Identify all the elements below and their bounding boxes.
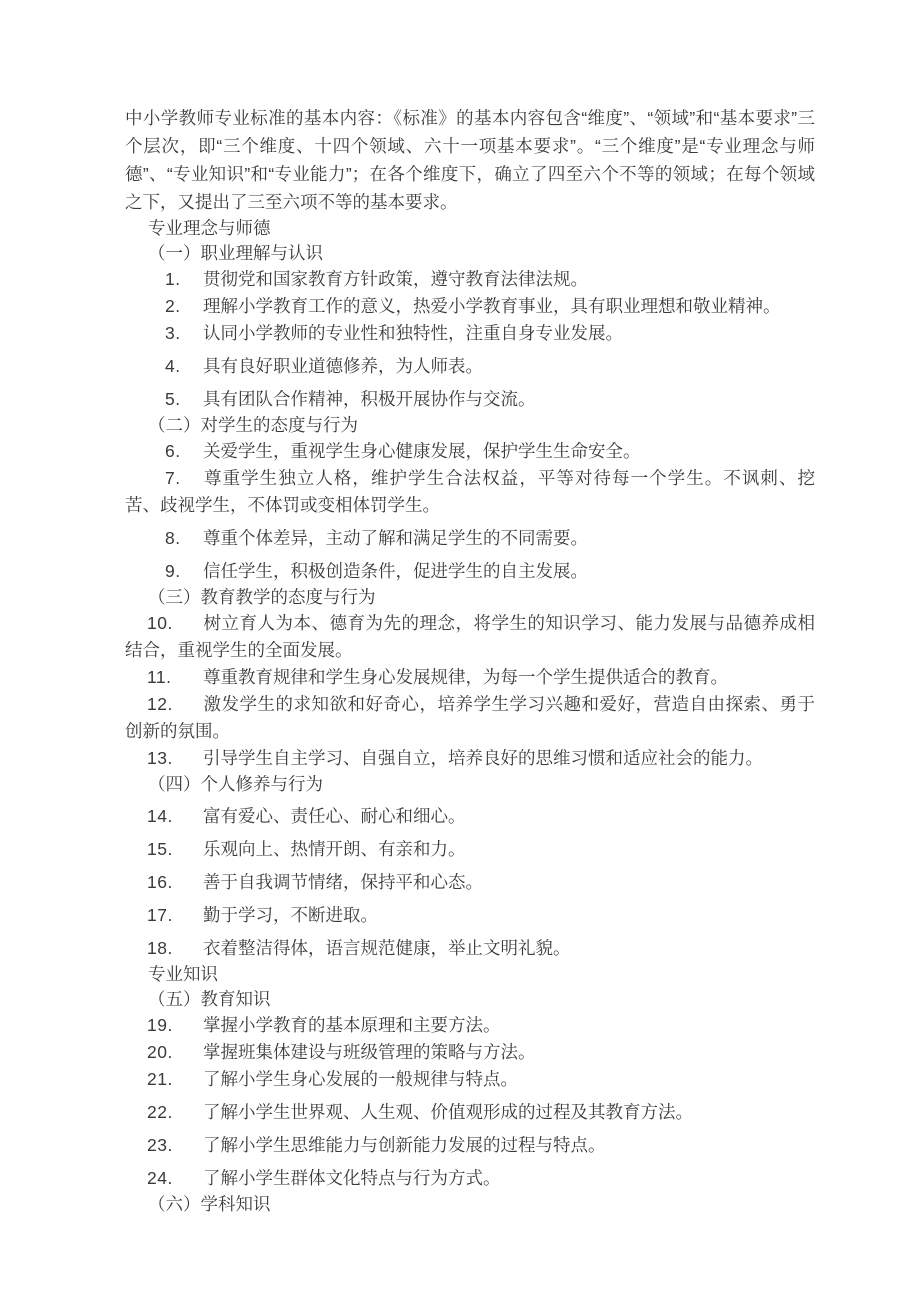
item-number: 9. (165, 561, 181, 581)
list-item-21 (125, 1066, 815, 1093)
item-number: 17. (147, 905, 173, 925)
item-number: 8. (165, 528, 181, 548)
list-item-12 (125, 691, 815, 745)
item-number: 14. (147, 806, 173, 826)
list-item-5 (125, 386, 815, 413)
item-number: 16. (147, 872, 173, 892)
item-number: 10. (147, 613, 173, 633)
item-number: 6. (165, 441, 181, 461)
section-heading-6: （六）学科知识 (148, 1194, 271, 1214)
list-item-24 (125, 1165, 815, 1192)
item-number: 22. (147, 1102, 173, 1122)
item-number: 24. (147, 1168, 173, 1188)
item-number: 3. (165, 323, 181, 343)
section-heading-3: （三）教育教学的态度与行为 (148, 587, 376, 607)
list-item-9 (125, 558, 815, 585)
item-text: 勤于学习，不断进取。 (203, 905, 378, 925)
item-text: 富有爱心、责任心、耐心和细心。 (203, 806, 466, 826)
item-text: 尊重个体差异，主动了解和满足学生的不同需要。 (203, 528, 588, 548)
item-number: 2. (165, 296, 181, 316)
list-item-17 (125, 902, 815, 929)
list-item-1 (125, 266, 815, 293)
item-number: 4. (165, 356, 181, 376)
item-text: 贯彻党和国家教育方针政策，遵守教育法律法规。 (203, 269, 588, 289)
item-text: 了解小学生思维能力与创新能力发展的过程与特点。 (203, 1135, 606, 1155)
list-item-11 (125, 664, 815, 691)
list-item-8 (125, 525, 815, 552)
item-number: 11. (147, 667, 172, 687)
item-text: 具有良好职业道德修养，为人师表。 (203, 356, 483, 376)
item-text: 认同小学教师的专业性和独特性，注重自身专业发展。 (203, 323, 623, 343)
intro-paragraph: 中小学教师专业标准的基本内容：《标准》的基本内容包含“维度”、“领域”和“基本要求”三个层次，即“三个维度、十四个领域、六十一项基本要求”。“三个维度”是“专业理念与师德”、“专业知识”和“专业能力”；在各个维度下，确立了四至六个不等的领域；在每个领域之下，又提出了三至六项不等的基本要求。 (125, 108, 815, 212)
section-heading-2: （二）对学生的态度与行为 (148, 415, 358, 435)
dimension-title-professional-knowledge: 专业知识 (148, 964, 218, 984)
list-item-14 (125, 803, 815, 830)
item-number: 20. (147, 1042, 173, 1062)
item-number: 23. (147, 1135, 173, 1155)
item-number: 1. (165, 269, 181, 289)
item-text: 理解小学教育工作的意义，热爱小学教育事业，具有职业理想和敬业精神。 (203, 296, 781, 316)
item-number: 5. (165, 389, 181, 409)
item-text: 信任学生，积极创造条件，促进学生的自主发展。 (203, 561, 588, 581)
item-number: 18. (147, 938, 173, 958)
list-item-15 (125, 836, 815, 863)
list-item-3 (125, 320, 815, 347)
item-number: 12. (147, 694, 173, 714)
section-heading-5: （五）教育知识 (148, 989, 271, 1009)
item-text: 关爱学生，重视学生身心健康发展，保护学生生命安全。 (203, 441, 641, 461)
list-item-10 (125, 610, 815, 664)
list-item-2 (125, 293, 815, 320)
item-number: 21. (147, 1069, 173, 1089)
item-text: 尊重教育规律和学生身心发展规律，为每一个学生提供适合的教育。 (203, 667, 728, 687)
item-text: 掌握班集体建设与班级管理的策略与方法。 (203, 1042, 536, 1062)
list-item-22 (125, 1099, 815, 1126)
list-item-23 (125, 1132, 815, 1159)
item-number: 7. (165, 468, 181, 488)
item-text: 了解小学生世界观、人生观、价值观形成的过程及其教育方法。 (203, 1102, 693, 1122)
item-text: 树立育人为本、德育为先的理念，将学生的知识学习、能力发展与品德养成相结合，重视学生的全面发展。 (125, 613, 815, 660)
item-number: 15. (147, 839, 173, 859)
item-text: 善于自我调节情绪，保持平和心态。 (203, 872, 483, 892)
item-text: 激发学生的求知欲和好奇心，培养学生学习兴趣和爱好，营造自由探索、勇于创新的氛围。 (125, 694, 815, 741)
item-text: 掌握小学教育的基本原理和主要方法。 (203, 1015, 501, 1035)
list-item-13 (125, 745, 815, 772)
item-text: 了解小学生群体文化特点与行为方式。 (203, 1168, 501, 1188)
item-text: 尊重学生独立人格，维护学生合法权益，平等对待每一个学生。不讽刺、挖苦、歧视学生，不体罚或变相体罚学生。 (125, 468, 815, 515)
list-item-4 (125, 353, 815, 380)
item-text: 乐观向上、热情开朗、有亲和力。 (203, 839, 466, 859)
list-item-6 (125, 438, 815, 465)
item-text: 衣着整洁得体，语言规范健康，举止文明礼貌。 (203, 938, 571, 958)
list-item-16 (125, 869, 815, 896)
item-number: 13. (147, 748, 173, 768)
list-item-20 (125, 1039, 815, 1066)
item-text: 了解小学生身心发展的一般规律与特点。 (203, 1069, 518, 1089)
dimension-title-professional-ethics: 专业理念与师德 (148, 218, 271, 238)
item-number: 19. (147, 1015, 173, 1035)
list-item-18 (125, 935, 815, 962)
list-item-19 (125, 1012, 815, 1039)
section-heading-1: （一）职业理解与认识 (148, 243, 323, 263)
item-text: 引导学生自主学习、自强自立，培养良好的思维习惯和适应社会的能力。 (203, 748, 763, 768)
section-heading-4: （四）个人修养与行为 (148, 774, 323, 794)
item-text: 具有团队合作精神，积极开展协作与交流。 (203, 389, 536, 409)
list-item-7 (125, 465, 815, 519)
